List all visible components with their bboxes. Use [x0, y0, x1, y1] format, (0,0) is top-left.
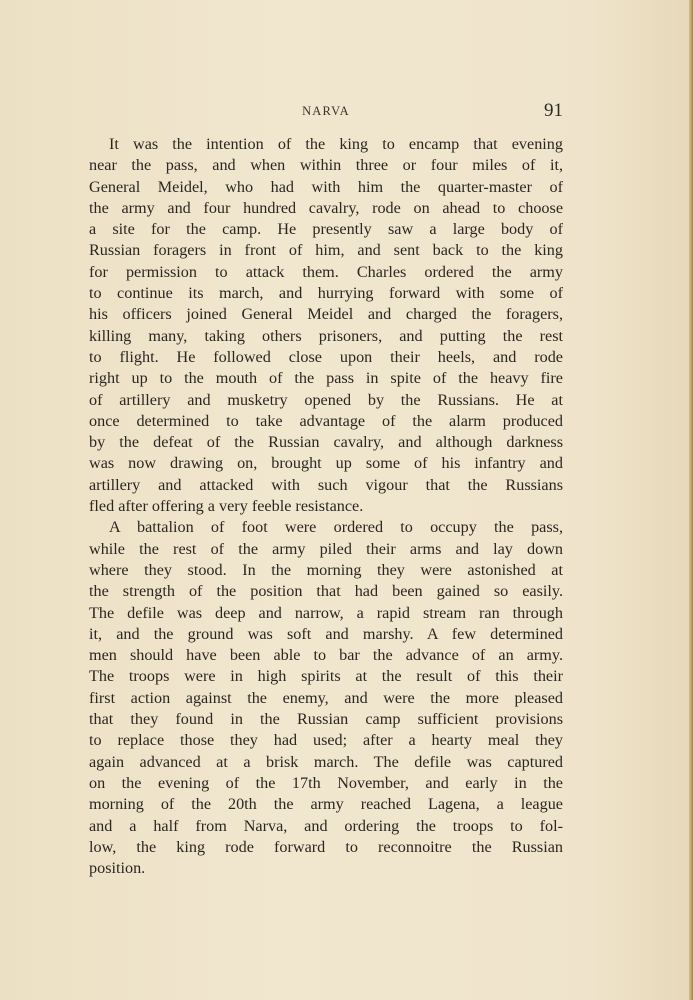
- running-title: NARVA: [302, 104, 350, 118]
- text-line: a site for the camp. He presently saw a large body of: [89, 220, 563, 239]
- text-line: General Meidel, who had with him the quarter-master of: [89, 177, 563, 196]
- text-line: where they stood. In the morning they were astonished at: [89, 560, 563, 579]
- text-line: right up to the mouth of the pass in spite of the heavy fire: [89, 369, 563, 388]
- text-line: of artillery and musketry opened by the Russians. He at: [89, 390, 563, 409]
- text-line: his officers joined General Meidel and charged the foragers,: [89, 305, 563, 324]
- text-line: killing many, taking others prisoners, and putting the rest: [89, 326, 563, 345]
- text-line: artillery and attacked with such vigour that the Russians: [89, 475, 563, 494]
- text-line: near the pass, and when within three or four miles of it,: [89, 156, 563, 175]
- body-text: [89, 134, 563, 879]
- text-line: morning of the 20th the army reached Lagena, a league: [89, 795, 563, 814]
- text-line: position.: [89, 859, 146, 878]
- page-number: 91: [544, 100, 563, 121]
- page-edge-shadow: [689, 0, 693, 1000]
- text-line: Russian foragers in front of him, and sent back to the king: [89, 241, 563, 260]
- text-line: low, the king rode forward to reconnoitre the Russian: [89, 837, 563, 856]
- text-line: to continue its march, and hurrying forward with some of: [89, 284, 563, 303]
- text-line: while the rest of the army piled their arms and lay down: [89, 539, 563, 558]
- text-line: to replace those they had used; after a hearty meal they: [89, 731, 563, 750]
- text-line: once determined to take advantage of the alarm produced: [89, 411, 563, 430]
- text-line: for permission to attack them. Charles ordered the army: [89, 262, 563, 281]
- text-line: to flight. He followed close upon their heels, and rode: [89, 347, 563, 366]
- text-line: It was the intention of the king to encamp that evening: [109, 135, 563, 153]
- text-line: by the defeat of the Russian cavalry, and although darkness: [89, 433, 563, 452]
- text-line: again advanced at a brisk march. The defile was captured: [89, 752, 563, 771]
- text-line: was now drawing on, brought up some of his infantry and: [89, 454, 563, 473]
- text-line: and a half from Narva, and ordering the troops to fol-: [89, 816, 563, 835]
- text-line: on the evening of the 17th November, and early in the: [89, 773, 563, 792]
- text-line: fled after offering a very feeble resistance.: [89, 497, 364, 516]
- text-line: The troops were in high spirits at the result of this their: [89, 667, 563, 686]
- text-line: the strength of the position that had been gained so easily.: [89, 582, 563, 601]
- text-line: The defile was deep and narrow, a rapid stream ran through: [89, 603, 563, 622]
- text-line: A battalion of foot were ordered to occupy the pass,: [109, 518, 563, 537]
- text-line: it, and the ground was soft and marshy. A few determined: [89, 624, 563, 643]
- text-line: first action against the enemy, and were the more pleased: [89, 688, 563, 707]
- text-line: the army and four hundred cavalry, rode on ahead to choose: [89, 198, 563, 217]
- page-header: [89, 100, 563, 124]
- text-line: that they found in the Russian camp sufficient provisions: [89, 710, 563, 729]
- text-line: men should have been able to bar the advance of an army.: [89, 646, 563, 665]
